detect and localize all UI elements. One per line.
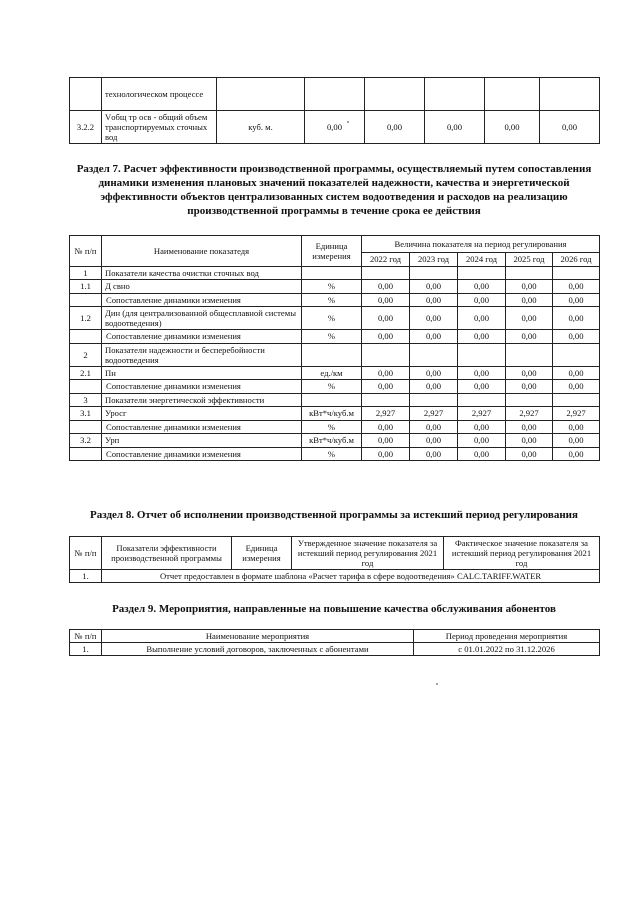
indicator-name: технологическом процессе bbox=[102, 78, 217, 111]
row-number: 3.2 bbox=[70, 434, 102, 448]
col-header-period: Период проведения мероприятия bbox=[414, 630, 600, 643]
unit: % bbox=[302, 293, 362, 307]
value-cell: 0,00 bbox=[425, 111, 485, 144]
scan-speck bbox=[436, 683, 438, 685]
value-cell: 0,00 bbox=[458, 293, 506, 307]
value-cell bbox=[458, 343, 506, 366]
row-number: 1.2 bbox=[70, 307, 102, 330]
row-number: 3.1 bbox=[70, 407, 102, 421]
value-cell: 0,00 bbox=[506, 280, 553, 294]
indicator-name: Сопоставление динамики изменения bbox=[102, 293, 302, 307]
table-row bbox=[70, 343, 600, 366]
indicator-name: Сопоставление динамики изменения bbox=[102, 380, 302, 394]
value-cell bbox=[506, 343, 553, 366]
value-cell: 2,927 bbox=[506, 407, 553, 421]
unit: % bbox=[302, 330, 362, 344]
value-cell: 0,00 bbox=[458, 280, 506, 294]
value-cell: 0,00 bbox=[362, 293, 410, 307]
value-cell: 0,00 bbox=[553, 280, 600, 294]
table-row bbox=[70, 280, 600, 294]
value-cell: 0,00 bbox=[362, 307, 410, 330]
section7-table-body bbox=[70, 266, 600, 461]
value-cell: 0,00 bbox=[553, 434, 600, 448]
table-row bbox=[70, 366, 600, 380]
indicator-name: Д свно bbox=[102, 280, 302, 294]
col-header-actual: Фактическое значение показателя за истекший период регулирования 2021 год bbox=[444, 537, 600, 570]
value-cell: 0,00 bbox=[410, 293, 458, 307]
indicator-name: Пн bbox=[102, 366, 302, 380]
value-cell: 0,00 bbox=[410, 434, 458, 448]
table-row bbox=[70, 307, 600, 330]
value-cell: 0,00 bbox=[506, 366, 553, 380]
section7-title: Раздел 7. Расчет эффективности производственной программы, осуществляемый путем сопоставления динамики изменения плановых значений показателей надежности, качества и энергетической эффективности объектов централизованных систем водоотведения и расходов на реализацию производственной программы в течение срока ее действия bbox=[76, 163, 592, 217]
value-cell: 0,00 bbox=[362, 280, 410, 294]
report-note: Отчет предоставлен в формате шаблона «Расчет тарифа в сфере водоотведения» CALC.TARIFF.WATER bbox=[102, 570, 600, 583]
value-cell: 2,927 bbox=[458, 407, 506, 421]
row-number: 1.1 bbox=[70, 280, 102, 294]
value-cell bbox=[410, 266, 458, 280]
table-row bbox=[70, 393, 600, 407]
value-cell: 0,00 bbox=[506, 380, 553, 394]
value-cell: 0,00 bbox=[485, 111, 540, 144]
table-header-row bbox=[70, 630, 600, 643]
value-cell: 0,00 bbox=[458, 434, 506, 448]
value-cell: 2,927 bbox=[553, 407, 600, 421]
unit bbox=[302, 343, 362, 366]
table-row bbox=[70, 111, 600, 144]
row-number: 1. bbox=[70, 643, 102, 656]
row-number: 2.1 bbox=[70, 366, 102, 380]
row-number bbox=[70, 380, 102, 394]
col-header-unit: Единица измерения bbox=[232, 537, 292, 570]
table-row bbox=[70, 407, 600, 421]
measure-period: с 01.01.2022 по 31.12.2026 bbox=[414, 643, 600, 656]
table-row bbox=[70, 434, 600, 448]
row-number bbox=[70, 447, 102, 461]
value-cell: 0,00 bbox=[410, 280, 458, 294]
unit: кВт*ч/куб.м bbox=[302, 434, 362, 448]
indicator-name: Показатели качества очистки сточных вод bbox=[102, 266, 302, 280]
value-cell: 0,00 bbox=[458, 366, 506, 380]
value-cell: 0,00 bbox=[410, 330, 458, 344]
value-cell: 0,00 bbox=[458, 330, 506, 344]
indicator-name: Уросг bbox=[102, 407, 302, 421]
value-cell: 0,00 bbox=[506, 434, 553, 448]
value-cell: 0,00 bbox=[362, 330, 410, 344]
value-cell: 0,00 bbox=[410, 366, 458, 380]
value-cell: 0,00 bbox=[553, 420, 600, 434]
indicator-name: Показатели надежности и бесперебойности водоотведения bbox=[102, 343, 302, 366]
col-header-year: 2025 год bbox=[506, 253, 553, 267]
unit: кВт*ч/куб.м bbox=[302, 407, 362, 421]
indicator-name: Дин (для централизованной общесплавной системы водоотведения) bbox=[102, 307, 302, 330]
value-cell: 0,00 bbox=[362, 380, 410, 394]
table-row bbox=[70, 447, 600, 461]
value-cell: 0,00 bbox=[458, 380, 506, 394]
unit: % bbox=[302, 447, 362, 461]
table-row bbox=[70, 570, 600, 583]
indicator-name: Показатели энергетической эффективности bbox=[102, 393, 302, 407]
continuation-table bbox=[69, 77, 600, 144]
value-cell: 0,00 bbox=[410, 307, 458, 330]
col-header-name: Показатели эффективности производственной программы bbox=[102, 537, 232, 570]
col-header-unit: Единица измерения bbox=[302, 236, 362, 267]
unit: % bbox=[302, 380, 362, 394]
value-cell: 0,00 bbox=[506, 420, 553, 434]
value-cell: 0,00 bbox=[506, 293, 553, 307]
value-cell: 0,00 bbox=[305, 111, 365, 144]
value-cell bbox=[362, 343, 410, 366]
value-cell: 0,00 bbox=[410, 447, 458, 461]
value-cell bbox=[553, 393, 600, 407]
col-header-approved: Утвержденное значение показателя за истекший период регулирования 2021 год bbox=[292, 537, 444, 570]
col-header-year: 2023 год bbox=[410, 253, 458, 267]
value-cell bbox=[362, 393, 410, 407]
table-header-row bbox=[70, 236, 600, 253]
indicator-name: Сопоставление динамики изменения bbox=[102, 447, 302, 461]
col-header-name: Наименование мероприятия bbox=[102, 630, 414, 643]
col-header-num: № п/п bbox=[70, 537, 102, 570]
unit bbox=[302, 266, 362, 280]
table-row bbox=[70, 643, 600, 656]
row-number: 3.2.2 bbox=[70, 111, 102, 144]
value-cell: 0,00 bbox=[362, 434, 410, 448]
value-cell bbox=[553, 266, 600, 280]
table-row bbox=[70, 266, 600, 280]
value-cell bbox=[458, 266, 506, 280]
value-cell: 0,00 bbox=[553, 447, 600, 461]
row-number: 1 bbox=[70, 266, 102, 280]
value-cell: 0,00 bbox=[553, 330, 600, 344]
value-cell bbox=[506, 393, 553, 407]
unit: % bbox=[302, 280, 362, 294]
section8-table bbox=[69, 536, 600, 583]
measure-name: Выполнение условий договоров, заключенных с абонентами bbox=[102, 643, 414, 656]
row-number bbox=[70, 330, 102, 344]
value-cell: 0,00 bbox=[458, 307, 506, 330]
value-cell: 0,00 bbox=[410, 420, 458, 434]
row-number: 3 bbox=[70, 393, 102, 407]
unit bbox=[302, 393, 362, 407]
value-cell: 0,00 bbox=[506, 330, 553, 344]
scan-speck bbox=[347, 121, 349, 123]
value-cell: 0,00 bbox=[362, 420, 410, 434]
col-header-year: 2024 год bbox=[458, 253, 506, 267]
value-cell: 0,00 bbox=[365, 111, 425, 144]
value-cell: 0,00 bbox=[540, 111, 600, 144]
col-header-name: Наименование показатедя bbox=[102, 236, 302, 267]
value-cell: 2,927 bbox=[410, 407, 458, 421]
value-cell: 0,00 bbox=[506, 447, 553, 461]
value-cell: 0,00 bbox=[458, 420, 506, 434]
value-cell: 0,00 bbox=[553, 380, 600, 394]
col-header-period: Величина показателя на период регулирования bbox=[362, 236, 600, 253]
row-number: 1. bbox=[70, 570, 102, 583]
table-header-row bbox=[70, 537, 600, 570]
indicator-name: Сопоставление динамики изменения bbox=[102, 420, 302, 434]
col-header-year: 2022 год bbox=[362, 253, 410, 267]
value-cell: 0,00 bbox=[553, 293, 600, 307]
row-number: 2 bbox=[70, 343, 102, 366]
table-row bbox=[70, 380, 600, 394]
value-cell bbox=[553, 343, 600, 366]
value-cell: 0,00 bbox=[553, 366, 600, 380]
unit: ед./км bbox=[302, 366, 362, 380]
unit: куб. м. bbox=[217, 111, 305, 144]
section7-table bbox=[69, 235, 600, 461]
value-cell bbox=[410, 343, 458, 366]
indicator-name: Урп bbox=[102, 434, 302, 448]
value-cell bbox=[458, 393, 506, 407]
unit: % bbox=[302, 307, 362, 330]
unit: % bbox=[302, 420, 362, 434]
section8-title: Раздел 8. Отчет об исполнении производственной программы за истекший период регулирования bbox=[90, 509, 578, 521]
col-header-year: 2026 год bbox=[553, 253, 600, 267]
value-cell: 0,00 bbox=[410, 380, 458, 394]
table-row bbox=[70, 293, 600, 307]
indicator-name: Сопоставление динамики изменения bbox=[102, 330, 302, 344]
value-cell bbox=[362, 266, 410, 280]
value-cell: 2,927 bbox=[362, 407, 410, 421]
col-header-num: № п/п bbox=[70, 630, 102, 643]
value-cell: 0,00 bbox=[506, 307, 553, 330]
row-number bbox=[70, 420, 102, 434]
indicator-name: Vобщ тр осв - общий объем транспортируемых сточных вод bbox=[102, 111, 217, 144]
table-row bbox=[70, 330, 600, 344]
section9-title: Раздел 9. Мероприятия, направленные на повышение качества обслуживания абонентов bbox=[112, 603, 556, 615]
value-cell: 0,00 bbox=[553, 307, 600, 330]
value-cell bbox=[410, 393, 458, 407]
value-cell: 0,00 bbox=[458, 447, 506, 461]
col-header-num: № п/п bbox=[70, 236, 102, 267]
value-cell: 0,00 bbox=[362, 447, 410, 461]
table-row bbox=[70, 420, 600, 434]
section9-table bbox=[69, 629, 600, 656]
table-row bbox=[70, 78, 600, 111]
value-cell: 0,00 bbox=[362, 366, 410, 380]
value-cell bbox=[506, 266, 553, 280]
row-number bbox=[70, 293, 102, 307]
